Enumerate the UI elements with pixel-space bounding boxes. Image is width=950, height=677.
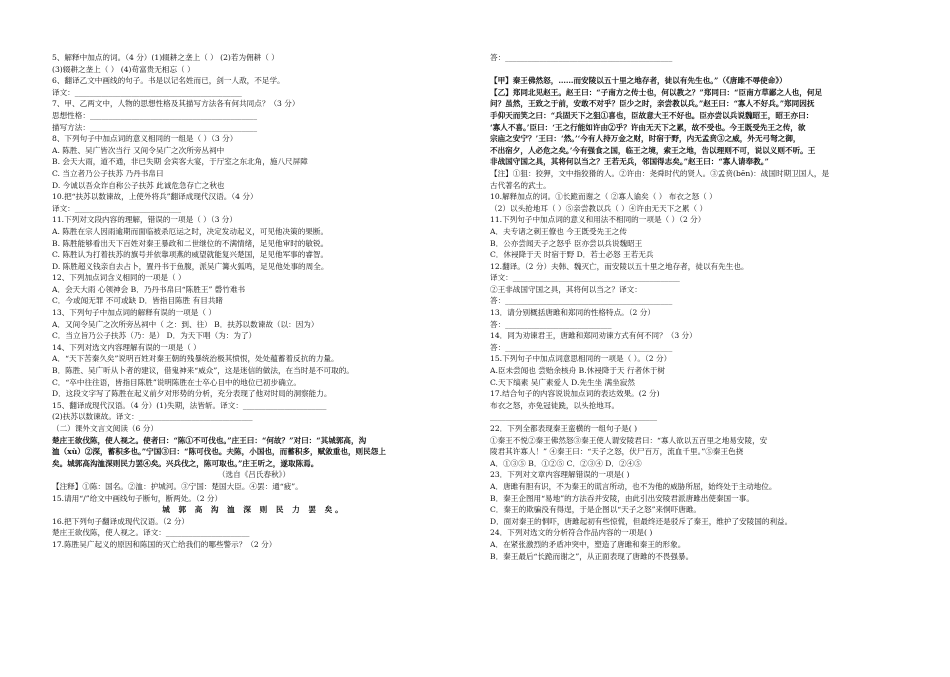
text-line: 15.下列句子中加点词意思相同的一项是（ ）。（2 分） bbox=[490, 354, 672, 364]
text-line: B. 陈胜能够看出天下百姓对秦王暴政和二世继位的不满情绪，足见他审时的敏锐。 bbox=[52, 238, 329, 248]
text-line: A.臣未尝闻也 尝贻余核舟 B.休祲降于天 行者休于树 bbox=[490, 366, 666, 376]
text-line: ②王非战国守国之具，其将何以当之？译文： bbox=[490, 284, 642, 294]
text-line: 矣。城郭高沟洫深则民力罢④矣。兴兵伐之，陈可取也。”庄王听之，遂取陈焉。 bbox=[52, 458, 319, 468]
text-line: D．面对秦王的恫吓，唐雎起初有些惊慌，但最终还是驳斥了秦王，维护了安陵国的利益。 bbox=[490, 516, 793, 526]
text-line: C. 陈胜认为打着扶苏的旗号并依靠项燕的威望就能复兴楚国，足见他军事的睿智。 bbox=[52, 250, 329, 260]
text-line: A．在紧张激烈的矛盾冲突中，塑造了唐雎和秦王的形象。 bbox=[490, 539, 686, 549]
text-line: 洫（xù）②深，蓄积多也。”宁国③曰：“陈可伐也。夫陈，小国也，而蓄积多，赋敛重也，则民怨上 bbox=[52, 447, 386, 457]
text-line: A．唐雎有胆有识，不为秦王的谎言所动，也不为他的威胁所屈，始终处于主动地位。 bbox=[490, 481, 777, 491]
text-line: 楚庄王欲伐陈，使人视之。使者曰：“陈①不可伐也。”庄王曰：“何故？”对曰：“其城郭高，沟 bbox=[52, 435, 367, 445]
text-line: ‘寡人不喜。’臣曰：‘王之行能如许由②乎？许由无天下之累，故不受也。今王既受先王之传，欲 bbox=[490, 122, 806, 132]
text-line: B．秦王企图用“易地”的方法吞并安陵，由此引出安陵君派唐雎出使秦国一事。 bbox=[490, 493, 754, 503]
text-line: 陵君其许寡人！” ④秦王曰：“天子之怒，伏尸百万，流血千里。”⑤秦王色挠 bbox=[490, 447, 744, 457]
text-line: 14、下列对选文内容理解有误的一项是（ ） bbox=[52, 342, 201, 352]
text-line: （2）以头抢地耳（ ）⑤亲尝教以兵（ ）④许由无天下之累（ ） bbox=[490, 203, 708, 213]
text-line: 7、甲、乙两文中，人物的思想性格及其描写方法各有何共同点？（3 分） bbox=[52, 99, 300, 109]
text-line: 手仰天而笑之曰：“兵固天下之狙①喜也，臣故意大王不好也。臣亦尝以兵说魏昭王，昭王亦曰： bbox=[490, 110, 814, 120]
text-line: （二）课外文言文阅读（6 分） bbox=[52, 424, 158, 433]
text-line: 译文：____________________________ bbox=[52, 203, 182, 213]
text-line: C．休祲降于天 时宿于野 D．若士必怒 王若无兵 bbox=[490, 250, 654, 260]
text-line: 答：____________________________________________ bbox=[490, 296, 673, 306]
text-line: ____________________________________________ bbox=[490, 412, 658, 422]
text-line: 6、翻译乙文中画线的句子。书是以记名姓而已，剑一人敌，不足学。 bbox=[52, 76, 285, 86]
text-line: 译文：____________________________________________ bbox=[52, 87, 242, 97]
text-line: A．会天大雨 心领神会 B．乃丹书帛曰“陈胜王” 磬竹难书 bbox=[52, 284, 246, 294]
text-line: C．今或闻无罪 不可或缺 D．皆指目陈胜 有目共睹 bbox=[52, 296, 224, 306]
text-line: C．秦王的欺骗没有得逞，于是企图以“天子之怒”来恫吓唐雎。 bbox=[490, 505, 702, 515]
text-line: 17.陈胜吴广起义的原因和陈国的灭亡给我们的哪些警示？（2 分） bbox=[52, 539, 277, 549]
text-line: 思想性格：____________________________________________ bbox=[52, 110, 258, 120]
text-line: 24．下列对选文的分析符合作品内容的一项是( ) bbox=[490, 528, 653, 538]
text-line: 12、下列加点词含义相同的一项是（ ） bbox=[52, 273, 186, 283]
text-line: D．这段文字写了陈胜在起义前夕对形势的分析，充分表现了他对时局的洞察能力。 bbox=[52, 389, 332, 399]
text-line: A．“天下苦秦久矣”说明百姓对秦王朝的残暴统治极其愤恨，处处蕴蓄着反抗的力量。 bbox=[52, 354, 339, 364]
text-line: D. 陈胜超义钱亲自去占卜，置丹书于鱼腹，派吴广篝火狐鸣，足见他处事的周全。 bbox=[52, 261, 329, 271]
text-line: C．当立旨乃公子扶苏（乃：是） D．为天下唱（为：为了） bbox=[52, 331, 257, 341]
text-line: 【甲】秦王佛然怒，……而安陵以五十里之地存者，徒以有先生也。”（《唐雎不辱使命》） bbox=[490, 76, 787, 86]
text-line: A. 陈胜在宗人因雨逾期而面临被杀厄运之时，决定发动起义，可见他决策的果断。 bbox=[52, 226, 329, 236]
text-line: 22．下列全都表现秦王蛮横的一组句子是( ) bbox=[490, 424, 638, 433]
text-line: 8、下列句子中加点词的意义相同的一组是（ ）（3 分） bbox=[52, 134, 238, 144]
text-line: 15.请用“/”给文中画线句子断句，断两处。（2 分） bbox=[52, 493, 223, 503]
text-line: 13．请分别概括唐雎和郑同的性格特点。（2 分） bbox=[490, 308, 655, 318]
text-line: 问？虽然，王致之于前，安敢不对乎？臣少之时，亲尝教以兵。”赵王曰：“寡人不好兵。”郑同因抚 bbox=[490, 99, 815, 109]
text-line: D. 今诚以吾众诈自称公子扶苏 此诚危急存亡之秋也 bbox=[52, 180, 225, 190]
text-line: 12.翻译。（2 分）夫韩、魏灭亡，而安陵以五十里之地存者，徒以有先生也。 bbox=[490, 261, 749, 271]
text-line: 15、翻译成现代汉语。（4 分）(1)失期，法皆斩。译文：______________________ bbox=[52, 400, 327, 410]
text-line: 5、解释中加点的词。（4 分）(1)辍耕之垄上（ ） (2)若为佣耕（ ） bbox=[52, 53, 279, 62]
text-line: B．秦王最后“长跪而谢之”，从正面表现了唐雎的不畏强暴。 bbox=[490, 551, 694, 561]
text-line: 答：____________________________________________ bbox=[490, 342, 673, 352]
text-line: A．①③⑤ B．①②⑤ C．②③④ D．②④⑤ bbox=[490, 458, 642, 468]
text-line: A．夫专诸之刺王僚也 今王既受先王之传 bbox=[490, 226, 627, 236]
text-line: B. 会天大雨，道不通，非已失期 会宾客大宴，于厅室之东北角，施八尺屏障 bbox=[52, 157, 308, 167]
text-line: A. 陈胜、吴广皆次当行 又间令吴广之次所旁丛祠中 bbox=[52, 145, 225, 155]
text-line: 13、下列句子中加点词的解释有误的一项是（ ） bbox=[52, 308, 216, 318]
text-line: B．公亦尝闻天子之怒乎 臣亦尝以兵说魏昭王 bbox=[490, 238, 643, 248]
text-line: ①秦王不悦②秦王佛然怒③秦王使人谓安陵君曰：“寡人欲以五百里之地易安陵，安 bbox=[490, 435, 768, 445]
text-line: 不出宿夕，人必危之矣。’今有强食之国，临王之境，索王之地，告以理则不可，说以义则不听。王 bbox=[490, 145, 816, 155]
text-line: A．又间令吴广之次所旁丛祠中（ 之：到、往） B．扶苏以数谏故（以：因为） bbox=[52, 319, 319, 329]
left-column bbox=[52, 52, 456, 551]
text-line: 描写方法：____________________________________________ bbox=[52, 122, 258, 132]
text-line: 答：____________________________________________ bbox=[490, 53, 673, 62]
text-line: 宗庙之安宁？’王曰：‘然。’‘今有人持万金之财，时宿于野，内无孟贲③之威，外无弓弩之御， bbox=[490, 134, 801, 144]
text-line: 【注】①狙：狡狎，文中指狡猾的人。②许由：尧舜时代的贤人。③孟贲(bēn)：战国时期卫国人，是 bbox=[490, 168, 830, 178]
text-line: 10.解释加点的词。①长跪而谢之（ ②寡人谕矣（ ） 布衣之怒（ ） bbox=[490, 192, 717, 202]
text-line: 非战国守国之具，其将何以当之？王若无兵，邻国得志矣。”赵王曰：“寡人请奉教。” bbox=[490, 157, 769, 167]
text-line: 古代著名的武士。 bbox=[490, 180, 551, 190]
text-line: 布衣之怒，亦免冠徒跣，以头抢地耳。 bbox=[490, 400, 620, 410]
text-line: 城 郭 高 沟 洫 深 则 民 力 罢 矣。 bbox=[162, 505, 346, 515]
text-line: （选自《吕氏春秋》） bbox=[217, 470, 291, 480]
text-line: 17.结合句子的内容说说加点词的表达效果。(2 分) bbox=[490, 389, 660, 399]
text-line: (3)辍耕之垄上（ ） (4)苟富贵无相忘（ ） bbox=[52, 64, 195, 74]
right-column bbox=[490, 52, 898, 562]
text-line: 译文：____________________________________________ bbox=[490, 273, 680, 283]
text-line: C．“卒中往往语，皆指目陈胜”说明陈胜在士卒心目中的地位已初步确立。 bbox=[52, 377, 301, 387]
text-line: (2)扶苏以数谏故。译文：______________________________ bbox=[52, 412, 253, 422]
text-line bbox=[490, 64, 898, 76]
text-line: 11.下列对文段内容的理解，错误的一项是（ ）（3 分） bbox=[52, 215, 237, 225]
text-line: 11.下列句子中加点词的意义和用法不相同的一项是（ ）（2 分） bbox=[490, 215, 706, 225]
text-line: C.天下缟素 吴广素爱人 D.先生坐 满坐寂然 bbox=[490, 377, 635, 387]
text-line: 【注释】①陈：国名。②洫：护城河。③宁国：楚国大臣。④罢：通“疲”。 bbox=[52, 481, 303, 491]
text-line: 14．同为劝谏君王，唐雎和郑同劝谏方式有何不同？（3 分） bbox=[490, 331, 697, 341]
text-line: 【乙】郑同北见赵王。赵王曰：“子南方之传士也，何以教之？”郑同曰：“臣南方草鄙之人也，何足 bbox=[490, 87, 823, 97]
text-line: 23．下列对文章内容理解错误的一项是( ) bbox=[490, 470, 630, 480]
text-line: 楚庄王欲伐陈，使人视之。译文：______________________ bbox=[52, 528, 250, 538]
text-line: C. 当立者乃公子扶苏 乃丹书帛曰 bbox=[52, 168, 164, 178]
text-line: 答：____________________________ bbox=[490, 319, 612, 329]
text-line: 10.把“扶苏以数谏故，上使外将兵”翻译成现代汉语。（4 分） bbox=[52, 192, 258, 202]
text-line: 16.把下列句子翻译成现代汉语。（2 分） bbox=[52, 516, 190, 526]
text-line: B．陈胜、吴广听从卜者的建议，借鬼神来“威众”，这是迷信的做法，在当时是不可取的。 bbox=[52, 366, 354, 376]
